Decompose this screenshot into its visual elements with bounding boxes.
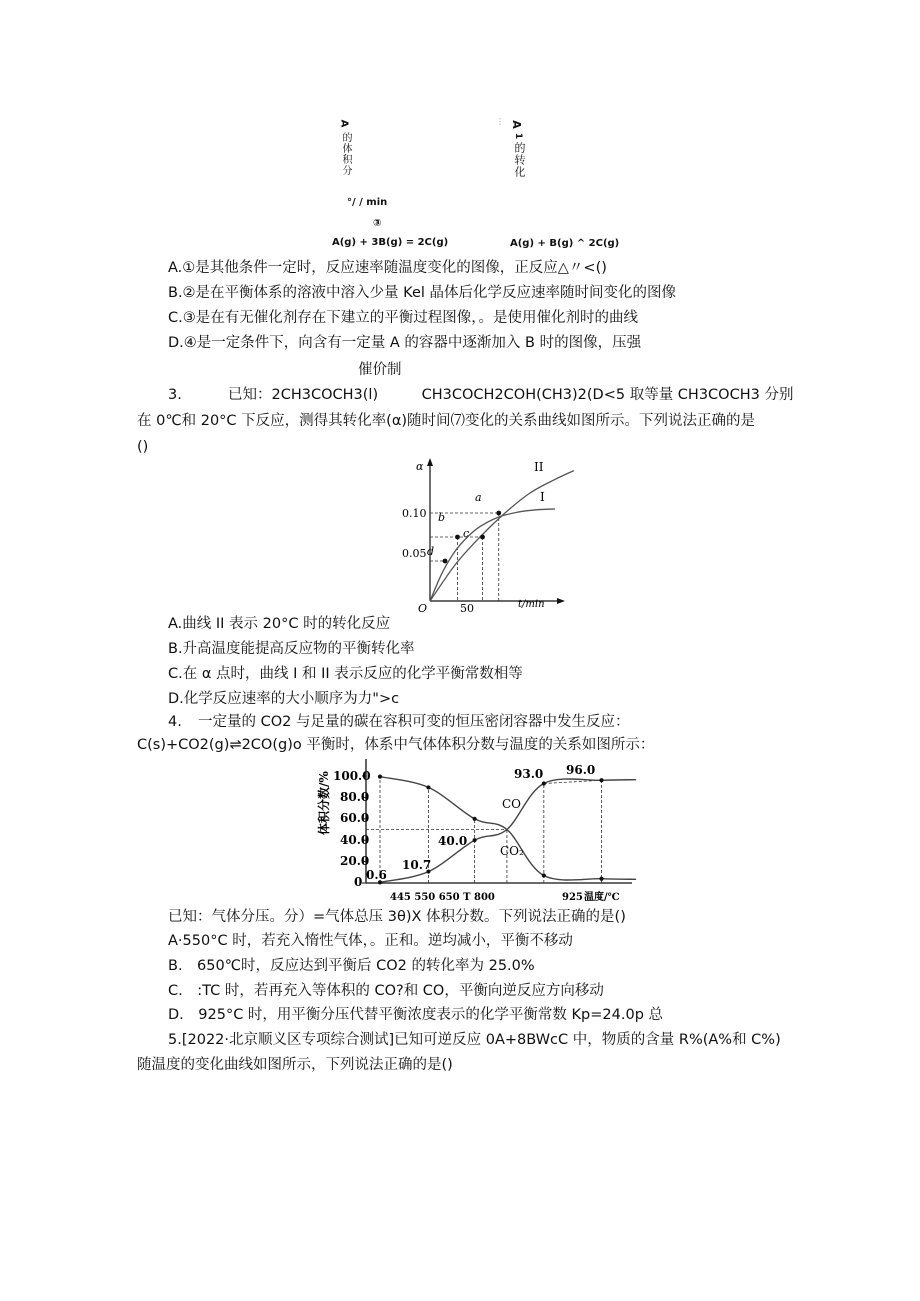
q4-point-co-925 xyxy=(599,778,603,782)
catalyst-label: 催价制 xyxy=(358,362,402,378)
q3-point-c xyxy=(480,535,485,540)
q3-option-a: A.曲线 II 表示 20°C 时的转化反应 xyxy=(168,616,391,632)
q4-series-label-co: CO xyxy=(502,797,522,811)
fig-top-equation-left: A(g) + 3B(g) = 2C(g) xyxy=(332,237,449,248)
q3-origin-label: O xyxy=(418,602,428,615)
q3-point-a xyxy=(496,511,501,516)
q4-y-tick-80: 80.0 xyxy=(340,790,370,804)
fig-top-right-ylabel: 的转化 xyxy=(513,142,526,178)
q5-stem-line1: 5.[2022·北京顺义区专项综合测试]已知可逆反应 0A+8BWcC 中，物质的含量 R%(A%和 C%) xyxy=(168,1032,781,1048)
q3-series-label-i: I xyxy=(540,490,545,504)
q3-point-label-d: d xyxy=(427,545,435,558)
q4-y-tick-60: 60.0 xyxy=(340,811,370,825)
q3-point-label-c: c xyxy=(463,527,470,540)
q4-point-co2-800 xyxy=(542,873,546,877)
fig-top-right-mark: ... xyxy=(497,117,507,126)
q4-stem-line2: C(s)+CO2(g)⇌2CO(g)o 平衡时，体系中气体体积分数与温度的关系如图所示： xyxy=(137,737,655,753)
q4-point-co2-550 xyxy=(426,785,430,789)
q4-label-960: 96.0 xyxy=(566,763,596,777)
q3-chart xyxy=(380,455,580,615)
fig-top-equation-right: A(g) + B(g) ^ 2C(g) xyxy=(510,238,620,249)
q4-point-co-800 xyxy=(542,781,546,785)
q4-point-co-650 xyxy=(473,838,477,842)
q3-point-label-a: a xyxy=(475,491,482,504)
fig-top-right-ylabel-a: A xyxy=(509,120,523,129)
q3-point-label-b: b xyxy=(438,511,446,524)
q3-x-tick-50: 50 xyxy=(460,602,474,615)
q4-known: 已知：气体分压。分）=气体总压 3θ)X 体积分数。下列说法正确的是() xyxy=(168,909,626,925)
q4-stem-line1: 一定量的 CO2 与足量的碳在容积可变的恒压密闭容器中发生反应： xyxy=(198,714,630,730)
q3-option-c: C.在 α 点时，曲线 I 和 II 表示反应的化学平衡常数相等 xyxy=(168,666,523,682)
fig-top-vmin: °/ / min xyxy=(347,197,388,208)
q4-series-label-co2: CO₂ xyxy=(500,844,524,858)
fig-top-left-ylabel: 的体积分 xyxy=(340,132,351,176)
q4-x-ticks: 445 550 650 T 800 xyxy=(390,892,495,903)
q4-option-b: B. 650℃时，反应达到平衡后 CO2 的转化率为 25.0% xyxy=(168,958,535,974)
q4-point-co2-445 xyxy=(378,775,382,779)
q3-y-axis-label: α xyxy=(416,460,424,473)
q4-point-co2-925 xyxy=(599,877,603,881)
q2-option-d: D.④是一定条件下，向含有一定量 A 的容器中逐渐加入 B 时的图像，压强 xyxy=(168,335,642,351)
q4-x-tick-925: 925 xyxy=(562,892,583,903)
q4-chart xyxy=(310,755,640,903)
q3-number: 3. xyxy=(168,387,182,403)
q4-point-co2-650 xyxy=(473,817,477,821)
q3-option-d: D.化学反应速率的大小顺序为力">c xyxy=(168,691,400,707)
q3-point-b xyxy=(455,535,460,540)
q3-option-b: B.升高温度能提高反应物的平衡转化率 xyxy=(168,641,415,657)
q3-stem-line2: 在 0℃和 20°C 下反应，测得其转化率(α)随时间⑺变化的关系曲线如图所示。下列说法正确的是 xyxy=(137,413,756,429)
q3-series-label-ii: II xyxy=(534,460,544,474)
q4-option-c: C. :TC 时，若再充入等体积的 CO?和 CO，平衡向逆反应方向移动 xyxy=(168,983,604,999)
q3-curve-ii xyxy=(430,471,574,601)
q3-x-axis-label: t/min xyxy=(518,599,545,610)
q5-stem-line2: 随温度的变化曲线如图所示，下列说法正确的是() xyxy=(137,1057,453,1073)
q4-label-06: 0.6 xyxy=(366,868,387,882)
q3-point-d xyxy=(443,559,448,564)
q4-y-axis-label: 体积分数/% xyxy=(317,771,331,835)
q4-y-tick-40: 40.0 xyxy=(340,833,370,847)
q2-option-b: B.②是在平衡体系的溶液中溶入少量 Kel 晶体后化学反应速率随时间变化的图像 xyxy=(168,285,677,301)
q3-curve-i xyxy=(430,509,555,601)
q4-y-tick-0: 0 xyxy=(354,875,363,889)
q4-option-d: D. 925°C 时，用平衡分压代替平衡浓度表示的化学平衡常数 Kp=24.0p 总 xyxy=(168,1007,664,1023)
q4-number: 4. xyxy=(168,714,182,730)
q4-x-axis-label: 温度/℃ xyxy=(584,892,620,903)
q2-option-c: C.③是在有无催化剂存在下建立的平衡过程图像，。是使用催化剂时的曲线 xyxy=(168,310,638,326)
q4-label-930: 93.0 xyxy=(514,767,544,781)
fig-top-circle3: ③ xyxy=(373,218,382,229)
fig-top-right-ylabel-sub: 1 xyxy=(513,132,524,140)
q2-option-a: A.①是其他条件一定时，反应速率随温度变化的图像，正反应△〃<() xyxy=(168,260,607,276)
q4-label-400: 40.0 xyxy=(438,834,468,848)
q4-y-tick-100: 100.0 xyxy=(333,769,371,783)
q3-stem-line1: 已知：2CH3COCH3(l) CH3COCH2COH(CH3)2(D<5 取等量 CH3COCH3 分别 xyxy=(228,387,794,403)
q4-option-a: A·550°C 时，若充入惰性气体，。正和。逆均减小，平衡不移动 xyxy=(168,933,573,949)
fig-top-left-ylabel-a: A xyxy=(338,119,350,128)
q4-y-tick-20: 20.0 xyxy=(340,854,370,868)
q3-y-tick-005: 0.05 xyxy=(402,547,427,560)
q3-stem-line3: () xyxy=(137,439,149,455)
q4-label-107: 10.7 xyxy=(402,858,432,872)
q3-y-tick-010: 0.10 xyxy=(402,507,427,520)
